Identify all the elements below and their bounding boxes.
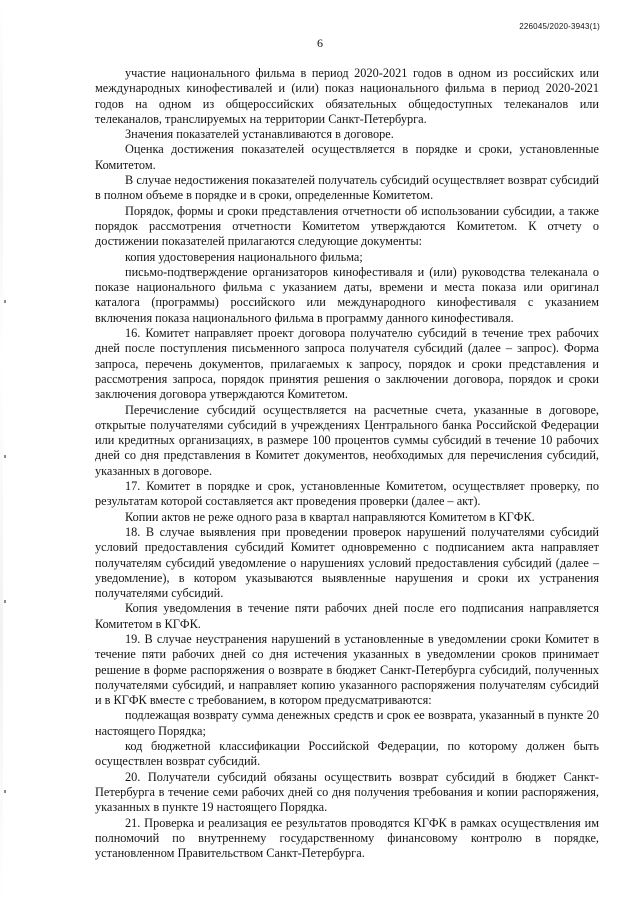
document-body: [95, 66, 599, 861]
paragraph: Копия уведомления в течение пяти рабочих дней после его подписания направляется Комитетом в КГФК.: [95, 601, 599, 631]
paragraph: В случае недостижения показателей получатель субсидий осуществляет возврат субсидий в полном объеме в порядке и в сроки, определенные Комитетом.: [95, 173, 599, 203]
paragraph: код бюджетной классификации Российской Федерации, по которому должен быть осуществлен возврат субсидий.: [95, 739, 599, 769]
paragraph: Значения показателей устанавливаются в договоре.: [125, 127, 394, 142]
paragraph: письмо-подтверждение организаторов кинофестиваля и (или) руководства телеканала о показе национального фильма с указанием даты, времени и места показа или оригинал каталога (программы) российского или международного кинофестиваля с указанием включения показа национального фильма в программу данного кинофестиваля.: [95, 264, 599, 325]
scan-edge-shadow: [0, 0, 3, 905]
scan-mark: [4, 300, 6, 303]
paragraph: Копии актов не реже одного раза в квартал направляются Комитетом в КГФК.: [125, 509, 535, 524]
paragraph: 16. Комитет направляет проект договора получателю субсидий в течение трех рабочих дней после поступления письменного запроса получателя субсидий (далее – запрос). Форма запроса, перечень документов, прилагаемых к запросу, порядок и сроки представления и рассмотрения запроса, порядок принятия решения о заключении договора, порядок и сроки заключения договора утверждаются Комитетом.: [95, 326, 599, 402]
document-id: 226045/2020-3943(1): [519, 22, 600, 31]
page-number: 6: [317, 36, 323, 50]
scan-mark: [4, 455, 6, 458]
paragraph: подлежащая возврату сумма денежных средств и срок ее возврата, указанный в пункте 20 настоящего Порядка;: [95, 708, 599, 738]
paragraph: 18. В случае выявления при проведении проверок нарушений получателями субсидий условий предоставления субсидий Комитет одновременно с подписанием акта направляет получателям субсидий уведомление о нарушениях условий предоставления субсидий (далее – уведомление), в котором указываются выявленные нарушения и сроки их устранения получателями субсидий.: [95, 524, 599, 601]
paragraph: 17. Комитет в порядке и срок, установленные Комитетом, осуществляет проверку, по результатам которой составляется акт проведения проверки (далее – акт).: [95, 479, 599, 509]
scan-mark: [4, 790, 6, 793]
scan-mark: [4, 600, 6, 603]
paragraph: 20. Получатели субсидий обязаны осуществить возврат субсидий в бюджет Санкт-Петербурга в течение семи рабочих дней со дня получения требования и копии распоряжения, указанных в пункте 19 настоящего Порядка.: [95, 769, 599, 815]
paragraph: Оценка достижения показателей осуществляется в порядке и сроки, установленные Комитетом.: [95, 142, 599, 172]
paragraph: участие национального фильма в период 2020-2021 годов в одном из российских или международных кинофестивалей и (или) показ национального фильма в период 2020-2021 годов на одном из общероссийских обязательных общедоступных телеканалов или телеканалов, транслируемых на территории Санкт-Петербурга.: [95, 66, 599, 126]
paragraph: 19. В случае неустранения нарушений в установленные в уведомлении сроки Комитет в течение пяти рабочих дней со дня истечения указанных в уведомлении сроков принимает решение в форме распоряжения о возврате в бюджет Санкт-Петербурга субсидий, полученных получателями субсидий, и направляет копию указанного распоряжения получателям субсидий и в КГФК вместе с требованием, в котором предусматриваются:: [95, 631, 599, 708]
paragraph: копия удостоверения национального фильма;: [125, 249, 363, 264]
paragraph: Порядок, формы и сроки представления отчетности об использовании субсидии, а также порядок рассмотрения отчетности Комитетом утверждаются Комитетом. К отчету о достижении показателей прилагаются следующие документы:: [95, 203, 599, 249]
paragraph: Перечисление субсидий осуществляется на расчетные счета, указанные в договоре, открытые получателями субсидий в учреждениях Центрального банка Российской Федерации или кредитных организациях, в размере 100 процентов суммы субсидий в течение 10 рабочих дней со дня представления в Комитет документов, необходимых для перечисления субсидий, указанных в договоре.: [95, 402, 599, 478]
paragraph: 21. Проверка и реализация ее результатов проводятся КГФК в рамках осуществления им полномочий по внутреннему государственному финансовому контролю в порядке, установленном Правительством Санкт-Петербурга.: [95, 815, 599, 861]
